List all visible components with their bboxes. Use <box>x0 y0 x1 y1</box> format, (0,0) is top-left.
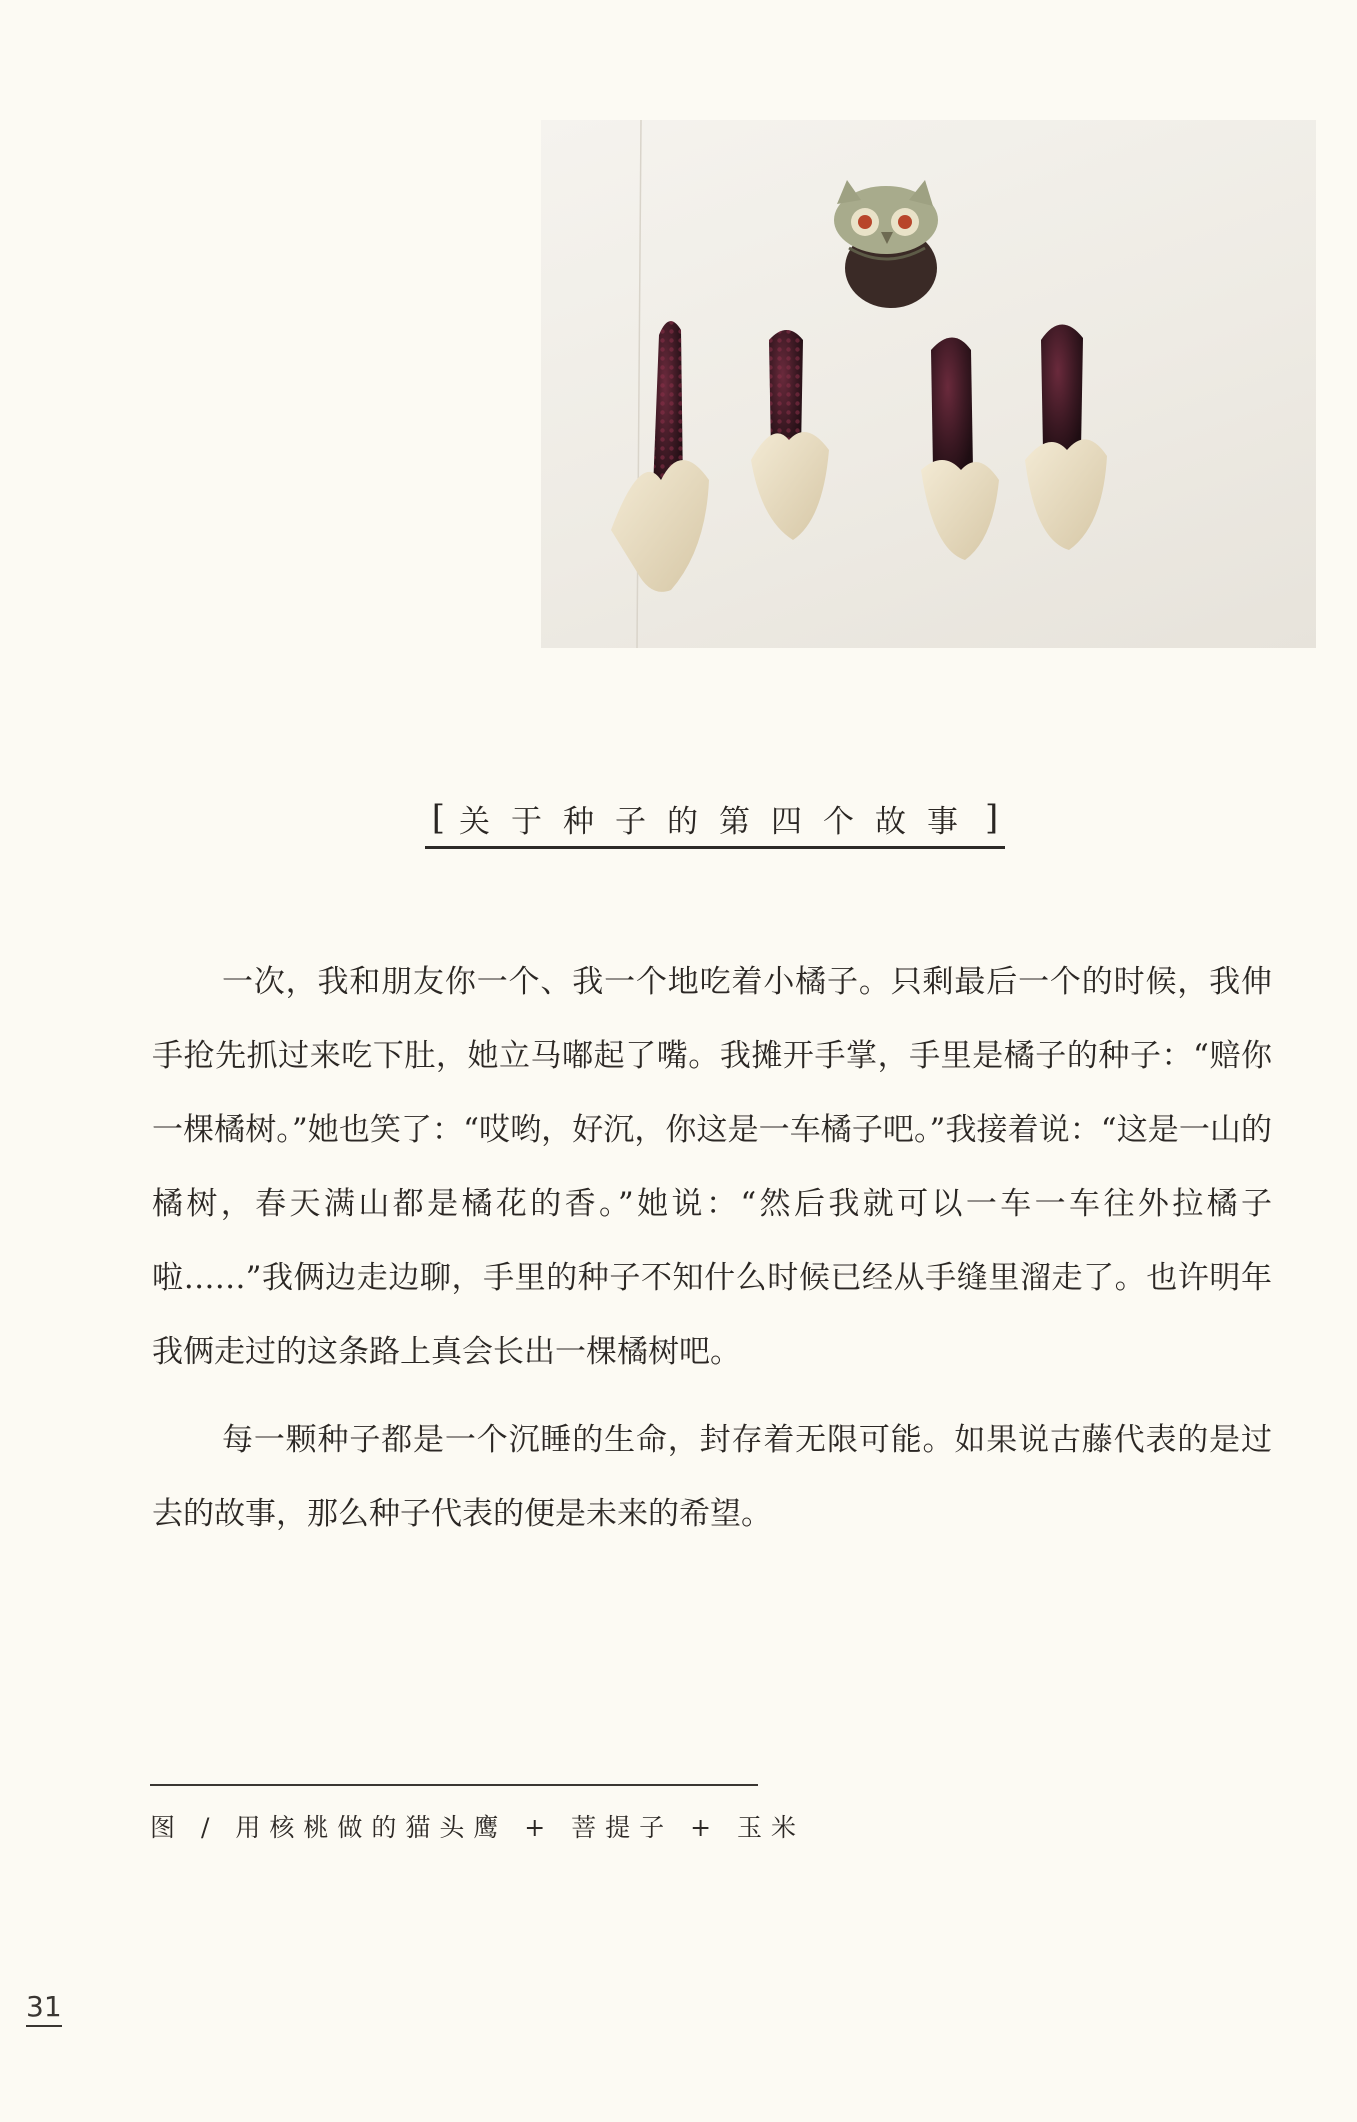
photo-owl-and-corn <box>541 120 1316 648</box>
caption-divider <box>150 1784 758 1786</box>
corn-cob-1 <box>611 321 709 592</box>
title-bracket-left: [ <box>431 798 445 838</box>
owl-figure <box>834 180 938 308</box>
paragraph-2: 每一颗种子都是一个沉睡的生命，封存着无限可能。如果说古藤代表的是过去的故事，那么种子代表的便是未来的希望。 <box>152 1422 1272 1532</box>
photo-caption: 图 / 用核桃做的猫头鹰 + 菩提子 + 玉米 <box>150 1813 805 1842</box>
paragraph-1: 一次，我和朋友你一个、我一个地吃着小橘子。只剩最后一个的时候，我伸手抢先抓过来吃下肚，她立马嘟起了嘴。我摊开手掌，手里是橘子的种子：“赔你一棵橘树。”她也笑了：“哎哟，好沉，你这是一车橘子吧。”我接着说：“这是一山的橘树，春天满山都是橘花的香。”她说：“然后我就可以一车一车往外拉橘子啦……”我俩边走边聊，手里的种子不知什么时候已经从手缝里溜走了。也许明年我俩走过的这条路上真会长出一棵橘树吧。 <box>152 964 1272 1370</box>
section-title <box>425 790 1005 849</box>
corn-cob-2 <box>751 330 829 540</box>
title-bracket-right: ] <box>985 798 999 838</box>
section-title-text: 关于种子的第四个故事 <box>459 803 979 840</box>
page-number: 31 <box>26 1990 62 2027</box>
photo-illustration <box>541 120 1316 648</box>
body-text <box>152 945 1272 1551</box>
corn-cob-3 <box>921 338 999 561</box>
corn-cob-4 <box>1025 324 1107 550</box>
